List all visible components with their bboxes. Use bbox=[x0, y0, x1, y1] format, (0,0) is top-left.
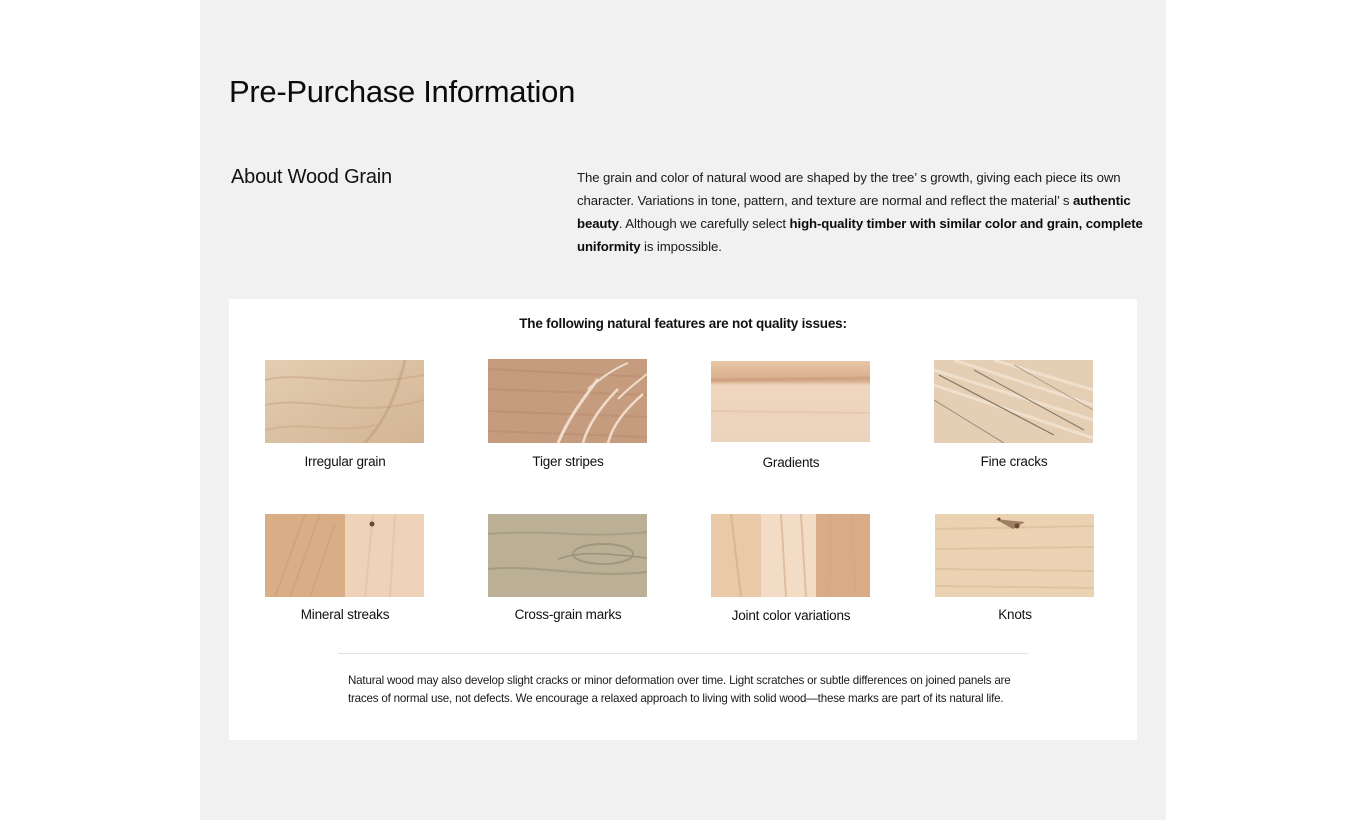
feature-label: Tiger stripes bbox=[532, 454, 604, 469]
page-title: Pre-Purchase Information bbox=[229, 74, 576, 109]
description-segment: is impossible. bbox=[640, 239, 722, 254]
feature-joint-color-variations bbox=[711, 514, 871, 623]
wood-grain-description bbox=[577, 166, 1149, 258]
feature-knots bbox=[935, 514, 1095, 622]
joint-color-variations-swatch bbox=[711, 514, 870, 597]
mineral-streaks-swatch bbox=[265, 514, 424, 597]
description-segment: . Although we carefully select bbox=[618, 216, 790, 231]
feature-label: Irregular grain bbox=[304, 454, 386, 469]
feature-mineral-streaks bbox=[265, 514, 425, 622]
feature-cross-grain-marks bbox=[488, 514, 648, 622]
feature-label: Mineral streaks bbox=[300, 607, 390, 622]
description-emphasis: high-quality timber with similar color and grain, complete uniformity bbox=[577, 216, 1143, 254]
wood-care-note: Natural wood may also develop slight cracks or minor deformation over time. Light scratches or subtle differences on joined panels are traces of normal use, not defects. We encourage a relaxed approach to living with solid wood—these marks are part of its natural life. bbox=[348, 674, 1011, 705]
feature-fine-cracks bbox=[934, 360, 1094, 469]
description-segment: The grain and color of natural wood are shaped by the tree’ s growth, giving each piece its own character. Variations in tone, pattern, and texture are normal and reflect the material’ s bbox=[577, 170, 1121, 208]
feature-label: Fine cracks bbox=[980, 454, 1048, 469]
section-heading-about-wood-grain: About Wood Grain bbox=[231, 166, 392, 188]
feature-gradients bbox=[711, 361, 871, 470]
feature-label: Cross-grain marks bbox=[514, 607, 622, 622]
gradients-swatch bbox=[711, 361, 870, 442]
feature-label: Gradients bbox=[762, 455, 820, 470]
cross-grain-marks-swatch bbox=[488, 514, 647, 597]
natural-features-card bbox=[229, 299, 1137, 740]
divider bbox=[338, 653, 1028, 654]
knots-swatch bbox=[935, 514, 1094, 597]
feature-label: Knots bbox=[998, 607, 1032, 622]
feature-tiger-stripes bbox=[488, 359, 648, 469]
info-panel bbox=[200, 0, 1166, 820]
description-emphasis: authentic beauty bbox=[577, 193, 1131, 231]
features-card-title: The following natural features are not quality issues: bbox=[519, 316, 847, 331]
feature-label: Joint color variations bbox=[731, 608, 851, 623]
irregular-grain-swatch bbox=[265, 360, 424, 443]
fine-cracks-swatch bbox=[934, 360, 1093, 443]
tiger-stripes-swatch bbox=[488, 359, 647, 443]
feature-irregular-grain bbox=[265, 360, 425, 469]
